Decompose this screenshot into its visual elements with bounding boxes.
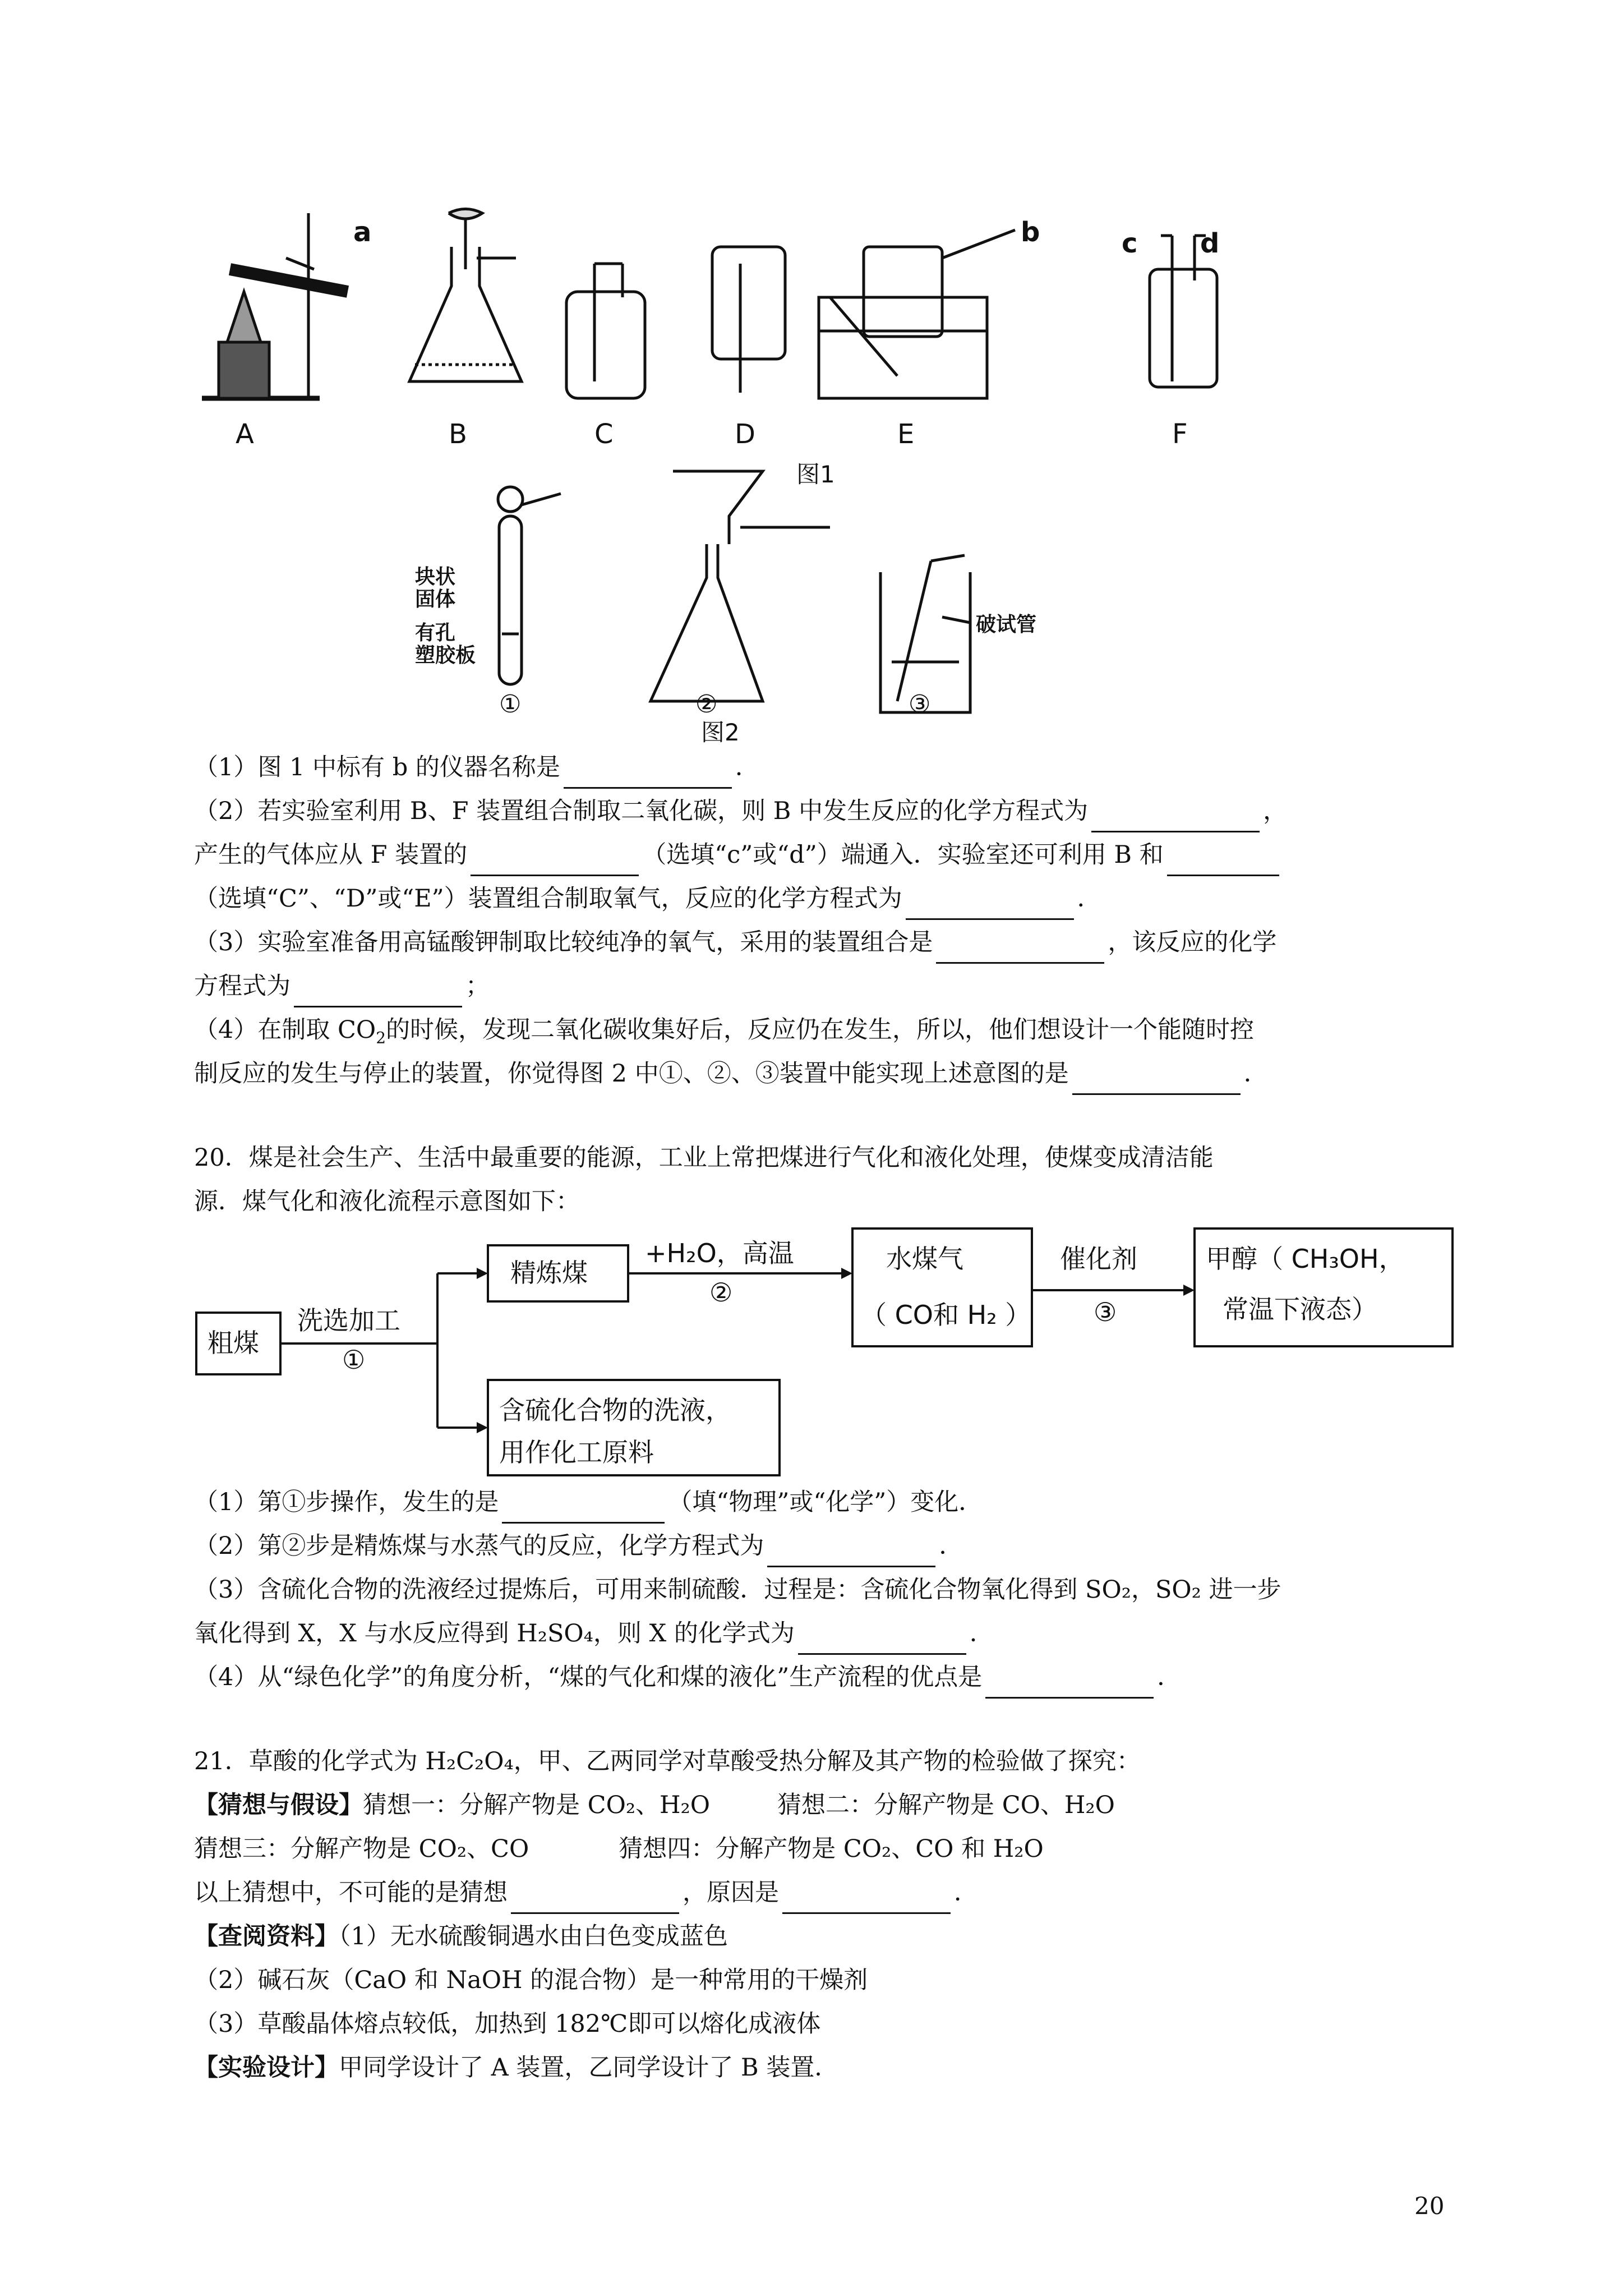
q21-guess-tag: 【猜想与假设】 bbox=[194, 1791, 363, 1819]
q19-p1-text: （1）图 1 中标有 b 的仪器名称是 bbox=[194, 753, 560, 781]
q21-guess-line1 bbox=[194, 1784, 1115, 1826]
flow-step2-label: +H₂O，高温 bbox=[645, 1238, 794, 1268]
q21-ref3: （3）草酸晶体熔点较低，加热到 182℃即可以熔化成液体 bbox=[194, 2010, 821, 2038]
mark-a: a bbox=[353, 217, 372, 248]
flow-step1-label: 洗选加工 bbox=[297, 1305, 400, 1336]
q21-design-tag: 【实验设计】 bbox=[194, 2054, 339, 2082]
mark-c: c bbox=[1122, 228, 1138, 259]
q19-p2b-text: 产生的气体应从 F 装置的 bbox=[194, 841, 468, 869]
q21-ref-line1 bbox=[194, 1915, 728, 1958]
answer-blank[interactable] bbox=[1167, 849, 1279, 876]
q20-part4: （4）从“绿色化学”的角度分析，“煤的气化和煤的液化”生产流程的优点是 ． bbox=[194, 1656, 1181, 1699]
answer-blank[interactable] bbox=[294, 980, 462, 1007]
q20-p3b-text: 氧化得到 X，X 与水反应得到 H₂SO₄，则 X 的化学式为 bbox=[194, 1619, 795, 1648]
label-perforated-1: 有孔 bbox=[415, 622, 456, 645]
label-A: A bbox=[236, 418, 254, 450]
label-num-2: ② bbox=[695, 690, 718, 719]
q19-p4b-text: 的时候，发现二氧化碳收集好后，反应仍在发生，所以，他们想设计一个能随时控 bbox=[386, 1016, 1255, 1044]
answer-blank[interactable] bbox=[1072, 1068, 1241, 1095]
q21-impossible-a: 以上猜想中，不可能的是猜想 bbox=[194, 1879, 508, 1907]
mark-d: d bbox=[1200, 228, 1220, 259]
q20-p1a-text: （1）第①步操作，发生的是 bbox=[194, 1488, 499, 1516]
flow-wash-2: 用作化工原料 bbox=[499, 1437, 654, 1467]
q19-part3-line1 bbox=[194, 921, 1276, 964]
answer-blank[interactable] bbox=[985, 1671, 1154, 1699]
answer-blank[interactable] bbox=[936, 936, 1104, 964]
answer-blank[interactable] bbox=[564, 761, 732, 789]
q20-stem-line2: 源．煤气化和液化流程示意图如下： bbox=[194, 1188, 580, 1216]
flow-step3-label: 催化剂 bbox=[1060, 1244, 1137, 1274]
flow-methanol-2: 常温下液态） bbox=[1223, 1294, 1377, 1324]
label-block-solid-1: 块状 bbox=[415, 565, 456, 588]
q21-guess3: 猜想三：分解产物是 CO₂、CO bbox=[194, 1835, 529, 1863]
answer-blank[interactable] bbox=[511, 1887, 679, 1914]
q19-p3b-text: ，该反应的化学 bbox=[1108, 928, 1277, 956]
q20-p4-text: （4）从“绿色化学”的角度分析，“煤的气化和煤的液化”生产流程的优点是 bbox=[194, 1663, 983, 1691]
flow-wash-1: 含硫化合物的洗液， bbox=[499, 1395, 731, 1425]
q21-ref1: （1）无水硫酸铜遇水由白色变成蓝色 bbox=[339, 1922, 728, 1950]
mark-b: b bbox=[1021, 217, 1040, 248]
q19-p3c-text: 方程式为 bbox=[194, 972, 291, 1000]
flow-methanol: 甲醇（ CH₃OH， bbox=[1206, 1244, 1405, 1274]
q20-part2: （2）第②步是精炼煤与水蒸气的反应，化学方程式为 ． bbox=[194, 1525, 963, 1567]
answer-blank[interactable] bbox=[471, 849, 639, 876]
q19-part2-line3: （选填“C”、“D”或“E”）装置组合制取氧气，反应的化学方程式为 ． bbox=[194, 877, 1101, 920]
q19-p4a-text: （4）在制取 CO bbox=[194, 1016, 376, 1044]
q21-impossible-b: ，原因是 bbox=[683, 1879, 779, 1907]
figure-1-caption: 图1 bbox=[796, 461, 835, 488]
q19-p4c-text: 制反应的发生与停止的装置，你觉得图 2 中①、②、③装置中能实现上述意图的是 bbox=[194, 1060, 1069, 1088]
flow-raw-coal: 粗煤 bbox=[208, 1328, 259, 1358]
answer-blank[interactable] bbox=[502, 1496, 665, 1524]
q20-part3-line2: 氧化得到 X，X 与水反应得到 H₂SO₄，则 X 的化学式为 ． bbox=[194, 1612, 994, 1655]
label-C: C bbox=[594, 418, 614, 450]
answer-blank[interactable] bbox=[798, 1627, 966, 1655]
answer-blank[interactable] bbox=[906, 892, 1074, 920]
q19-part2-line1: （2）若实验室利用 B、F 装置组合制取二氧化碳，则 B 中发生反应的化学方程式为 ， bbox=[194, 790, 1287, 832]
q21-guess1: 猜想一：分解产物是 CO₂、H₂O bbox=[363, 1791, 711, 1819]
q19-p3a-text: （3）实验室准备用高锰酸钾制取比较纯净的氧气，采用的装置组合是 bbox=[194, 928, 933, 956]
flow-step2-num: ② bbox=[709, 1277, 733, 1308]
label-E: E bbox=[897, 418, 915, 450]
q21-guess4: 猜想四：分解产物是 CO₂、CO 和 H₂O bbox=[619, 1835, 1044, 1863]
q21-ref-tag: 【查阅资料】 bbox=[194, 1922, 339, 1950]
answer-blank[interactable] bbox=[767, 1540, 935, 1567]
label-D: D bbox=[735, 418, 755, 450]
q21-stem: 21．草酸的化学式为 H₂C₂O₄，甲、乙两同学对草酸受热分解及其产物的检验做了探究： bbox=[194, 1747, 1141, 1775]
q19-p2a-text: （2）若实验室利用 B、F 装置组合制取二氧化碳，则 B 中发生反应的化学方程式为 bbox=[194, 797, 1089, 825]
q19-p2c-text: （选填“c”或“d”）端通入．实验室还可利用 B 和 bbox=[642, 841, 1164, 869]
label-perforated-2: 塑胶板 bbox=[415, 644, 476, 667]
flow-step3-num: ③ bbox=[1094, 1297, 1117, 1327]
label-num-1: ① bbox=[499, 690, 522, 719]
label-block-solid-2: 固体 bbox=[415, 588, 456, 611]
answer-blank[interactable] bbox=[1091, 805, 1260, 832]
label-F: F bbox=[1172, 418, 1188, 450]
q21-guess2: 猜想二：分解产物是 CO、H₂O bbox=[777, 1791, 1115, 1819]
label-B: B bbox=[449, 418, 467, 450]
figure-2-caption: 图2 bbox=[701, 719, 740, 746]
q19-part2-line2 bbox=[194, 834, 1283, 876]
flow-water-gas-2: （ CO和 H₂ ） bbox=[861, 1300, 1031, 1330]
label-broken-tube: 破试管 bbox=[976, 613, 1037, 636]
page-number: 20 bbox=[1414, 2192, 1445, 2220]
q19-part4-line1 bbox=[194, 1009, 1254, 1060]
q19-p2d-text: （选填“C”、“D”或“E”）装置组合制取氧气，反应的化学方程式为 bbox=[194, 885, 902, 913]
q21-ref2: （2）碱石灰（CaO 和 NaOH 的混合物）是一种常用的干燥剂 bbox=[194, 1966, 868, 1994]
label-num-3: ③ bbox=[909, 690, 931, 719]
q21-design-text: 甲同学设计了 A 装置，乙同学设计了 B 装置． bbox=[339, 2054, 839, 2082]
q19-part4-line2: 制反应的发生与停止的装置，你觉得图 2 中①、②、③装置中能实现上述意图的是 ． bbox=[194, 1052, 1268, 1095]
flow-step1-num: ① bbox=[342, 1345, 366, 1375]
q19-p4a-sub: 2 bbox=[376, 1028, 386, 1047]
q20-part1 bbox=[194, 1481, 983, 1524]
q20-p1b-text: （填“物理”或“化学”）变化． bbox=[668, 1488, 983, 1516]
figure-1-apparatus bbox=[185, 202, 1251, 494]
q21-guess-line2 bbox=[194, 1828, 1044, 1870]
q20-flow-diagram bbox=[191, 1223, 1458, 1481]
q21-impossible: 以上猜想中，不可能的是猜想 ，原因是 ． bbox=[194, 1871, 978, 1914]
q21-design bbox=[194, 2046, 838, 2089]
figure-2-apparatus bbox=[404, 466, 1037, 746]
q20-p2-text: （2）第②步是精炼煤与水蒸气的反应，化学方程式为 bbox=[194, 1532, 764, 1560]
answer-blank[interactable] bbox=[782, 1887, 951, 1914]
q20-stem-line1: 20．煤是社会生产、生活中最重要的能源，工业上常把煤进行气化和液化处理，使煤变成清洁能 bbox=[194, 1144, 1214, 1172]
q19-part3-line2: 方程式为 ； bbox=[194, 965, 490, 1007]
flow-refined-coal: 精炼煤 bbox=[510, 1258, 588, 1288]
q19-part1: （1）图 1 中标有 b 的仪器名称是 ． bbox=[194, 746, 759, 789]
flow-water-gas: 水煤气 bbox=[886, 1244, 963, 1274]
q20-part3-line1: （3）含硫化合物的洗液经过提炼后，可用来制硫酸．过程是：含硫化合物氧化得到 SO₂，SO₂ 进一步 bbox=[194, 1576, 1281, 1604]
